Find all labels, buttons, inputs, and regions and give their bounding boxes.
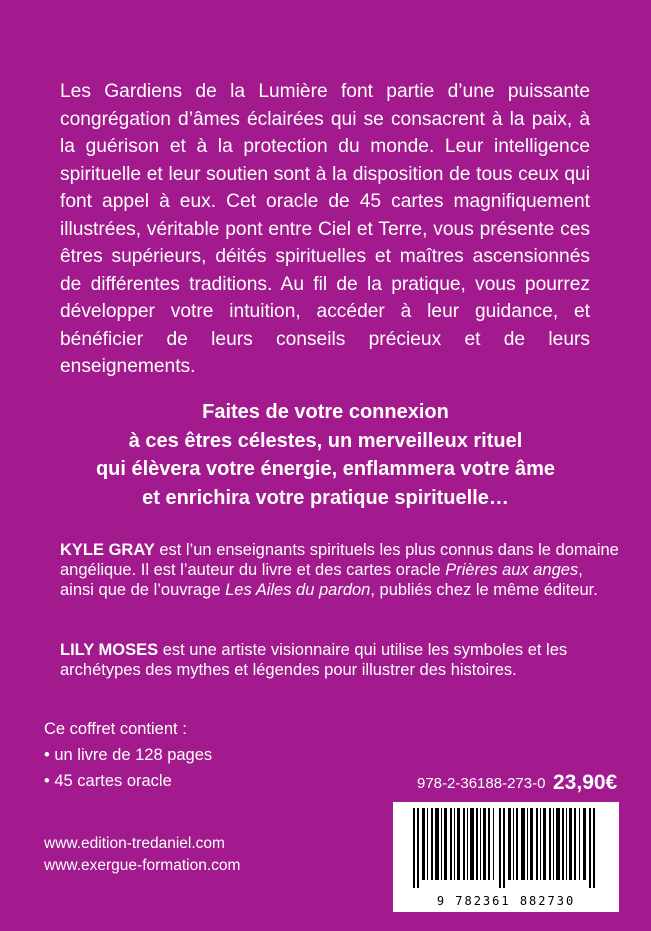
website-link[interactable]: www.exergue-formation.com <box>44 857 241 874</box>
website-link[interactable]: www.edition-tredaniel.com <box>44 835 225 852</box>
author-bio <box>60 540 620 600</box>
isbn: 978-2-36188-273-0 <box>417 775 546 792</box>
illustrator-bio <box>60 640 620 680</box>
barcode-icon <box>413 808 599 888</box>
tagline-line: et enrichira votre pratique spirituelle… <box>142 486 509 509</box>
tagline-line: à ces êtres célestes, un merveilleux rituel <box>128 429 523 452</box>
tagline-line: qui élèvera votre énergie, enflammera votre âme <box>95 458 556 480</box>
illustrator-bio-text: est une artiste visionnaire qui utilise les symboles et les archétypes des mythes et légendes pour illustrer des histoires. <box>60 641 568 679</box>
author-bio-text: , ainsi que de l’ouvrage <box>60 561 583 599</box>
illustrator-name: LILY MOSES <box>60 641 159 659</box>
author-name: KYLE GRAY <box>60 541 155 559</box>
box-contents-list <box>44 742 212 794</box>
book-title: Les Ailes du pardon <box>225 581 371 599</box>
tagline-line: Faites de votre connexion <box>202 401 449 423</box>
book-title: Prières aux anges <box>445 561 579 579</box>
description-paragraph: Les Gardiens de la Lumière font partie d’une puissante congrégation d’âmes éclairées qui se consacrent à la paix, à la guérison et à la protection du monde. Leur intelligence spirituelle et leur soutien sont à la disposition de tous ceux qui font appel à eux. Cet oracle de 45 cartes magnifiquement illustrées, véritable pont entre Ciel et Terre, vous présente ces êtres supérieurs, déités spirituelles et maîtres ascensionnés de différentes traditions. Au fil de la pratique, vous pourrez développer votre intuition, accéder à leur guidance, et bénéficier de leurs conseils précieux et de leurs enseignements. <box>60 81 590 377</box>
box-contents-heading: Ce coffret contient : <box>44 720 187 738</box>
author-bio-text: est l’un enseignants spirituels les plus connus dans le domaine angélique. Il est l’auteur du livre et des cartes oracle <box>60 541 619 579</box>
price: 23,90€ <box>553 771 618 794</box>
publisher-websites <box>44 833 240 877</box>
author-bio-text: , publiés chez le même éditeur. <box>370 581 598 599</box>
barcode-digits: 9 782361 882730 <box>436 894 576 908</box>
barcode <box>393 802 619 912</box>
tagline <box>40 398 611 512</box>
box-contents-item: • un livre de 128 pages <box>44 742 212 768</box>
box-contents-item: • 45 cartes oracle <box>44 768 212 794</box>
